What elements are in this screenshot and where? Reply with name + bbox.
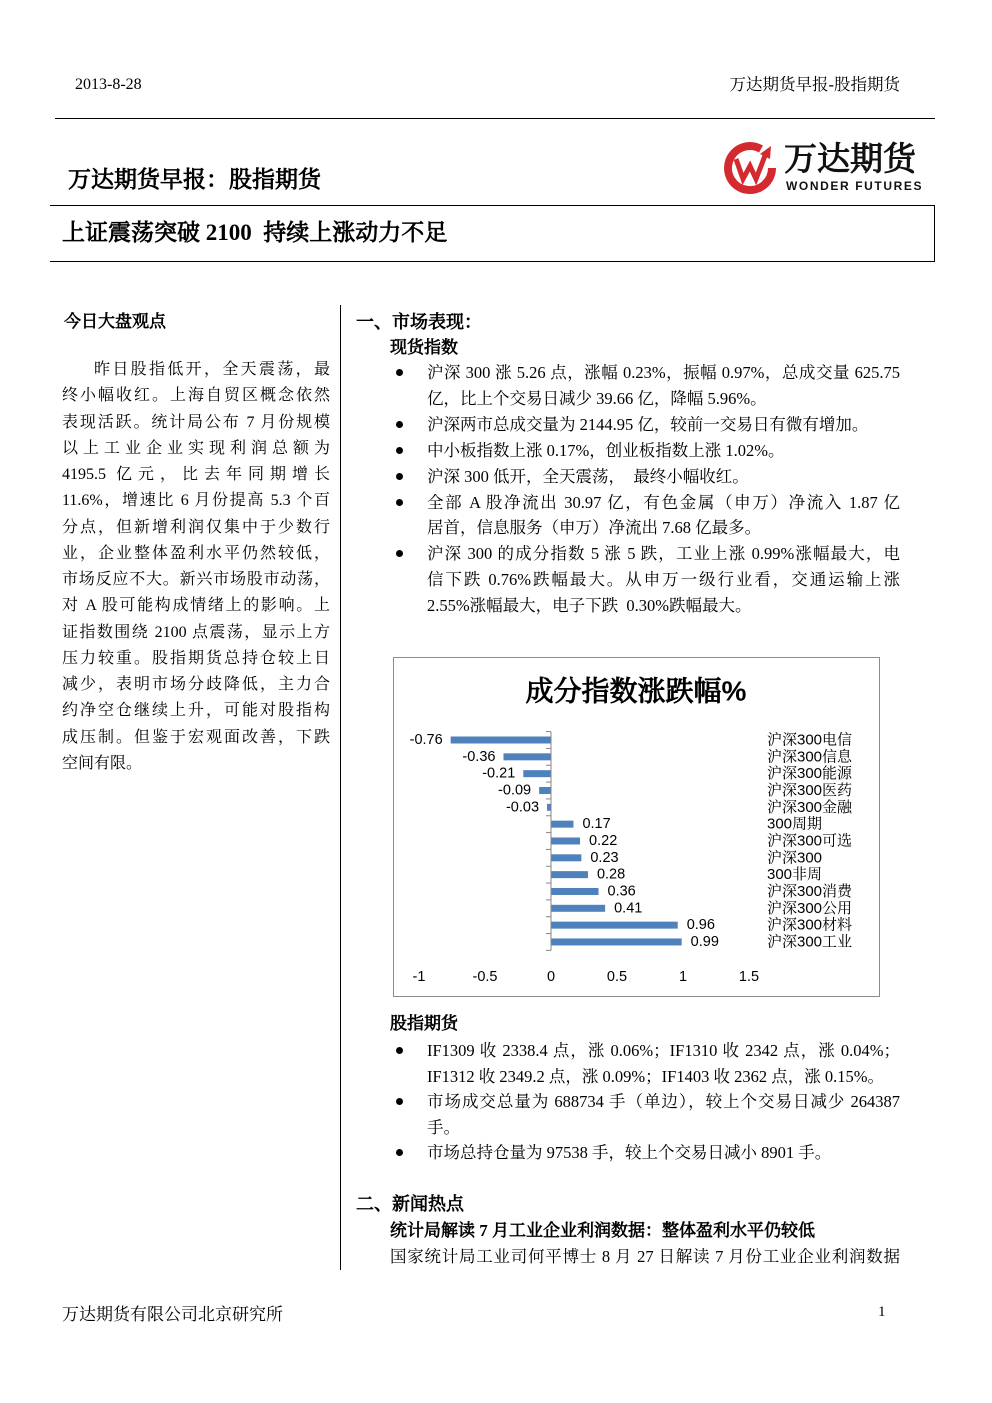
header-divider	[55, 118, 935, 119]
paragraph-line: 压力较重。股指期货总持仓较上日	[62, 649, 330, 667]
running-header-title: 万达期货早报-股指期货	[729, 75, 900, 94]
paragraph-line: 以上工业企业实现利润总额为	[62, 439, 330, 457]
data-label-6: 0.17	[582, 816, 611, 833]
data-label-9: 0.28	[596, 866, 626, 883]
bullet-item	[427, 438, 900, 464]
subheading-index-futures: 股指期货	[390, 1014, 458, 1033]
spot-index-bullets	[427, 360, 900, 619]
chart-bar-5	[547, 804, 551, 811]
paragraph-line: 表现活跃。统计局公布 7 月份规模	[62, 413, 330, 431]
report-date: 2013-8-28	[75, 76, 142, 93]
data-label-4: -0.09	[498, 782, 532, 799]
chart-bar-11	[551, 905, 605, 912]
bullet-dot-icon	[396, 1149, 403, 1156]
x-tick-label: 0.5	[606, 969, 628, 985]
data-label-1: -0.76	[409, 732, 443, 748]
paragraph-line: 分点，但新增利润仅集中于少数行	[62, 518, 330, 536]
wonder-futures-logo-icon	[721, 138, 779, 196]
bullet-line: 市场成交总量为 688734 手（单边），较上个交易日减少 264387	[427, 1092, 900, 1112]
bullet-line: 2.55%涨幅最大，电子下跌 0.30%跌幅最大。	[427, 596, 752, 616]
data-label-12: 0.96	[686, 917, 715, 934]
chart-bar-2	[503, 753, 551, 760]
paragraph-line: 减少，表明市场分歧降低，主力合	[62, 676, 330, 693]
chart-bar-10	[551, 888, 599, 895]
paragraph-line: 约净空仓继续上升，可能对股指构	[62, 702, 330, 720]
chart-bar-9	[551, 871, 588, 878]
bullet-line: IF1309 收 2338.4 点，涨 0.06%；IF1310 收 2342 点，涨 0.04%；	[427, 1041, 900, 1060]
bullet-line: 全部 A 股净流出 30.97 亿，有色金属（申万）净流入 1.87 亿	[427, 492, 900, 512]
bullet-line: 手。	[427, 1117, 460, 1137]
category-label-6: 300周期	[767, 815, 823, 833]
bullet-item	[427, 412, 900, 438]
bullet-line: 市场总持仓量为 97538 手，较上个交易日减小 8901 手。	[427, 1143, 832, 1163]
category-label-8: 沪深300	[767, 849, 823, 867]
subheading-spot-index: 现货指数	[390, 338, 458, 357]
report-title: 万达期货早报：股指期货	[68, 167, 321, 193]
bullet-item	[427, 541, 900, 619]
x-tick-label: 1	[678, 969, 688, 985]
category-label-9: 300非周	[767, 866, 823, 884]
bullet-dot-icon	[396, 550, 403, 557]
bullet-item	[427, 1038, 900, 1089]
page-number: 1	[878, 1304, 886, 1320]
chart-bar-1	[451, 737, 551, 744]
market-view-paragraph	[62, 357, 330, 777]
chart-bar-6	[551, 821, 573, 828]
category-label-10: 沪深300消费	[767, 882, 853, 900]
bullet-item	[427, 1140, 900, 1166]
news-line: 国家统计局工业司何平博士 8 月 27 日解读 7 月份工业企业利润数据	[390, 1247, 900, 1266]
category-label-12: 沪深300材料	[767, 916, 853, 934]
index-futures-bullets	[427, 1038, 900, 1166]
chart-bar-13	[551, 938, 682, 945]
bullet-line: 沪深 300 低开，全天震荡， 最终小幅收红。	[427, 466, 749, 486]
bullet-line: 中小板指数上涨 0.17%，创业板指数上涨 1.02%。	[427, 440, 785, 460]
data-label-11: 0.41	[614, 900, 643, 917]
footer-company: 万达期货有限公司北京研究所	[62, 1305, 283, 1324]
category-label-1: 沪深300电信	[767, 731, 853, 749]
bullet-dot-icon	[396, 473, 403, 480]
bullet-item	[427, 1089, 900, 1140]
category-label-4: 沪深300医药	[767, 781, 853, 799]
constituent-change-chart	[393, 657, 880, 997]
paragraph-line: 终小幅收红。上海自贸区概念依然	[62, 387, 330, 405]
paragraph-line: 空间有限。	[62, 754, 143, 772]
chart-bar-8	[551, 854, 581, 861]
section-heading-market: 一、市场表现：	[356, 312, 482, 332]
bullet-dot-icon	[396, 421, 403, 428]
bullet-dot-icon	[396, 369, 403, 376]
headline: 上证震荡突破 2100 持续上涨动力不足	[62, 220, 448, 245]
logo-name-en: WONDER FUTURES	[786, 179, 924, 193]
column-divider	[340, 305, 341, 1270]
chart-bar-4	[539, 787, 551, 794]
bullet-item	[427, 464, 900, 490]
paragraph-line: 对 A 股可能构成情绪上的影响。上	[62, 597, 330, 615]
section-heading-news: 二、新闻热点	[356, 1194, 464, 1214]
category-label-5: 沪深300金融	[767, 798, 853, 816]
data-label-3: -0.21	[482, 765, 516, 782]
bullet-dot-icon	[396, 499, 403, 506]
data-label-10: 0.36	[607, 883, 636, 900]
data-label-2: -0.36	[462, 748, 496, 765]
bullet-line: 居首，信息服务（申万）净流出 7.68 亿最多。	[427, 518, 762, 538]
logo-name-cn: 万达期货	[784, 139, 916, 178]
paragraph-line: 昨日股指低开，全天震荡，最	[94, 361, 330, 378]
x-tick-label: 0	[546, 969, 556, 985]
data-label-7: 0.22	[589, 832, 618, 849]
bullet-dot-icon	[396, 447, 403, 454]
category-label-11: 沪深300公用	[767, 899, 853, 917]
paragraph-line: 证指数围绕 2100 点震荡，显示上方	[62, 623, 330, 641]
category-label-13: 沪深300工业	[767, 933, 853, 951]
bullet-line: 沪深两市总成交量为 2144.95 亿，较前一交易日有微有增加。	[427, 414, 869, 434]
paragraph-line: 业，企业整体盈利水平仍然较低，	[62, 544, 330, 562]
bullet-line: 亿，比上个交易日减少 39.66 亿，降幅 5.96%。	[427, 388, 767, 408]
chart-bar-3	[523, 770, 551, 777]
data-label-8: 0.23	[590, 849, 619, 866]
news-headline: 统计局解读 7 月工业企业利润数据：整体盈利水平仍较低	[390, 1221, 815, 1240]
bullet-line: 沪深 300 的成分指数 5 涨 5 跌，工业上涨 0.99%涨幅最大，电	[427, 544, 900, 564]
news-paragraph	[390, 1244, 900, 1270]
category-label-7: 沪深300可选	[767, 832, 853, 850]
data-label-13: 0.99	[690, 933, 719, 950]
bullet-dot-icon	[396, 1047, 403, 1054]
paragraph-line: 市场反应不大。新兴市场股市动荡，	[62, 571, 330, 588]
bullet-line: 沪深 300 涨 5.26 点，涨幅 0.23%，振幅 0.97%，总成交量 625.75	[427, 363, 900, 382]
paragraph-line: 成压制。但鉴于宏观面改善，下跌	[62, 728, 330, 746]
market-view-heading: 今日大盘观点	[64, 312, 166, 331]
chart-canvas	[394, 658, 879, 996]
x-tick-label: -0.5	[472, 969, 498, 985]
bullet-line: 信下跌 0.76%跌幅最大。从申万一级行业看，交通运输上涨	[427, 570, 900, 590]
paragraph-line: 11.6%，增速比 6 月份提高 5.3 个百	[62, 492, 330, 510]
x-tick-label: -1	[412, 969, 426, 985]
chart-bar-7	[551, 837, 580, 844]
x-tick-label: 1.5	[738, 969, 760, 985]
category-label-3: 沪深300能源	[767, 765, 853, 783]
bullet-item	[427, 490, 900, 542]
chart-title: 成分指数涨跌幅%	[525, 675, 747, 707]
chart-bar-12	[551, 922, 678, 929]
bullet-item	[427, 360, 900, 412]
bullet-dot-icon	[396, 1098, 403, 1105]
paragraph-line: 4195.5 亿元，比去年同期增长	[62, 466, 330, 483]
bullet-line: IF1312 收 2349.2 点，涨 0.09%；IF1403 收 2362 点，涨 0.15%。	[427, 1066, 884, 1086]
data-label-5: -0.03	[505, 799, 540, 816]
category-label-2: 沪深300信息	[767, 748, 853, 766]
